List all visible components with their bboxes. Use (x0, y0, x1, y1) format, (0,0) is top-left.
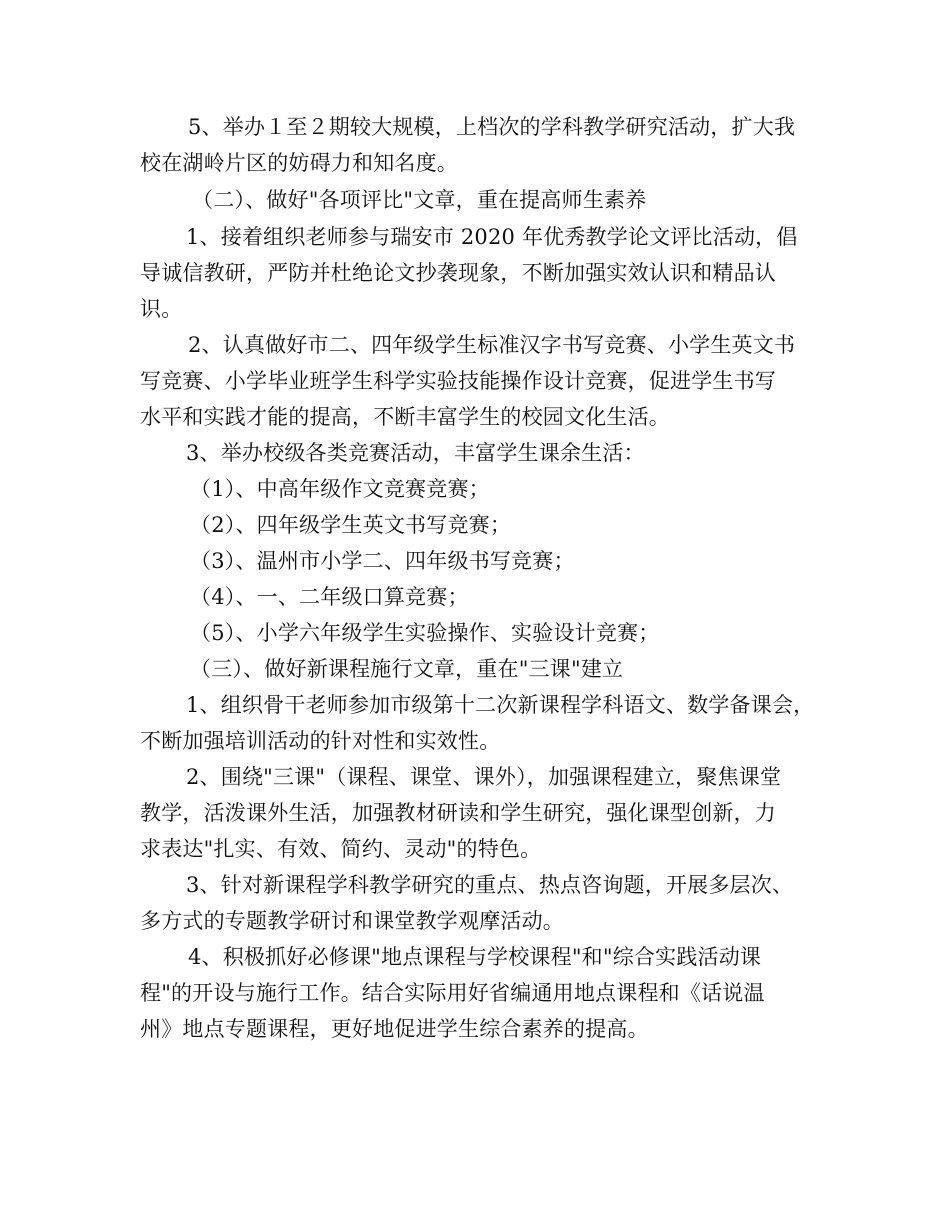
paragraph-line: 2、认真做好市二、四年级学生标准汉字书写竞赛、小学生英文书 (188, 333, 796, 357)
paragraph-line: 程"的开设与施行工作。结合实际用好省编通用地点课程和《话说温 (140, 981, 765, 1005)
list-item: （5）、小学六年级学生实验操作、实验设计竞赛； (190, 621, 660, 645)
paragraph-line: 1、组织骨干老师参加市级第十二次新课程学科语文、数学备课会， (186, 693, 815, 717)
paragraph-line: 求表达"扎实、有效、简约、灵动"的特色。 (140, 837, 542, 861)
section-heading: （三）、做好新课程施行文章，重在"三课"建立 (190, 657, 624, 681)
paragraph-line: 2、围绕"三课"（课程、课堂、课外），加强课程建立，聚焦课堂 (186, 765, 782, 789)
list-item: （4）、一、二年级口算竞赛； (190, 585, 469, 609)
paragraph-line: 3、举办校级各类竞赛活动，丰富学生课余生活： (186, 441, 645, 465)
paragraph-line: 水平和实践才能的提高，不断丰富学生的校园文化生活。 (140, 405, 670, 429)
paragraph-line: 1、接着组织老师参与瑞安市 2020 年优秀教学论文评比活动，倡 (186, 225, 798, 249)
list-item: （1）、中高年级作文竞赛竞赛； (190, 477, 490, 501)
paragraph-line: 4、积极抓好必修课"地点课程与学校课程"和"综合实践活动课 (188, 945, 762, 969)
paragraph-line: 不断加强培训活动的针对性和实效性。 (140, 729, 501, 753)
list-item: （2）、四年级学生英文书写竞赛； (190, 513, 512, 537)
paragraph-line: 导诚信教研，严防并杜绝论文抄袭现象，不断加强实效认识和精品认 (140, 261, 776, 285)
paragraph-line: 5、举办１至２期较大规模，上档次的学科教学研究活动，扩大我 (188, 115, 796, 139)
paragraph-line: 多方式的专题教学研讨和课堂教学观摩活动。 (140, 909, 564, 933)
paragraph-line: 3、针对新课程学科教学研究的重点、热点咨询题，开展多层次、 (186, 873, 794, 897)
paragraph-line: 写竞赛、小学毕业班学生科学实验技能操作设计竞赛，促进学生书写 (140, 369, 776, 393)
paragraph-line: 州》地点专题课程，更好地促进学生综合素养的提高。 (140, 1017, 649, 1041)
paragraph-line: 识。 (140, 297, 183, 321)
list-item: （3）、温州市小学二、四年级书写竞赛； (190, 549, 575, 573)
section-heading: （二）、做好"各项评比"文章，重在提高师生素养 (192, 188, 647, 212)
paragraph-line: 校在湖岭片区的妨碍力和知名度。 (140, 151, 458, 175)
paragraph-line: 教学，活泼课外生活，加强教材研读和学生研究，强化课型创新，力 (140, 801, 776, 825)
